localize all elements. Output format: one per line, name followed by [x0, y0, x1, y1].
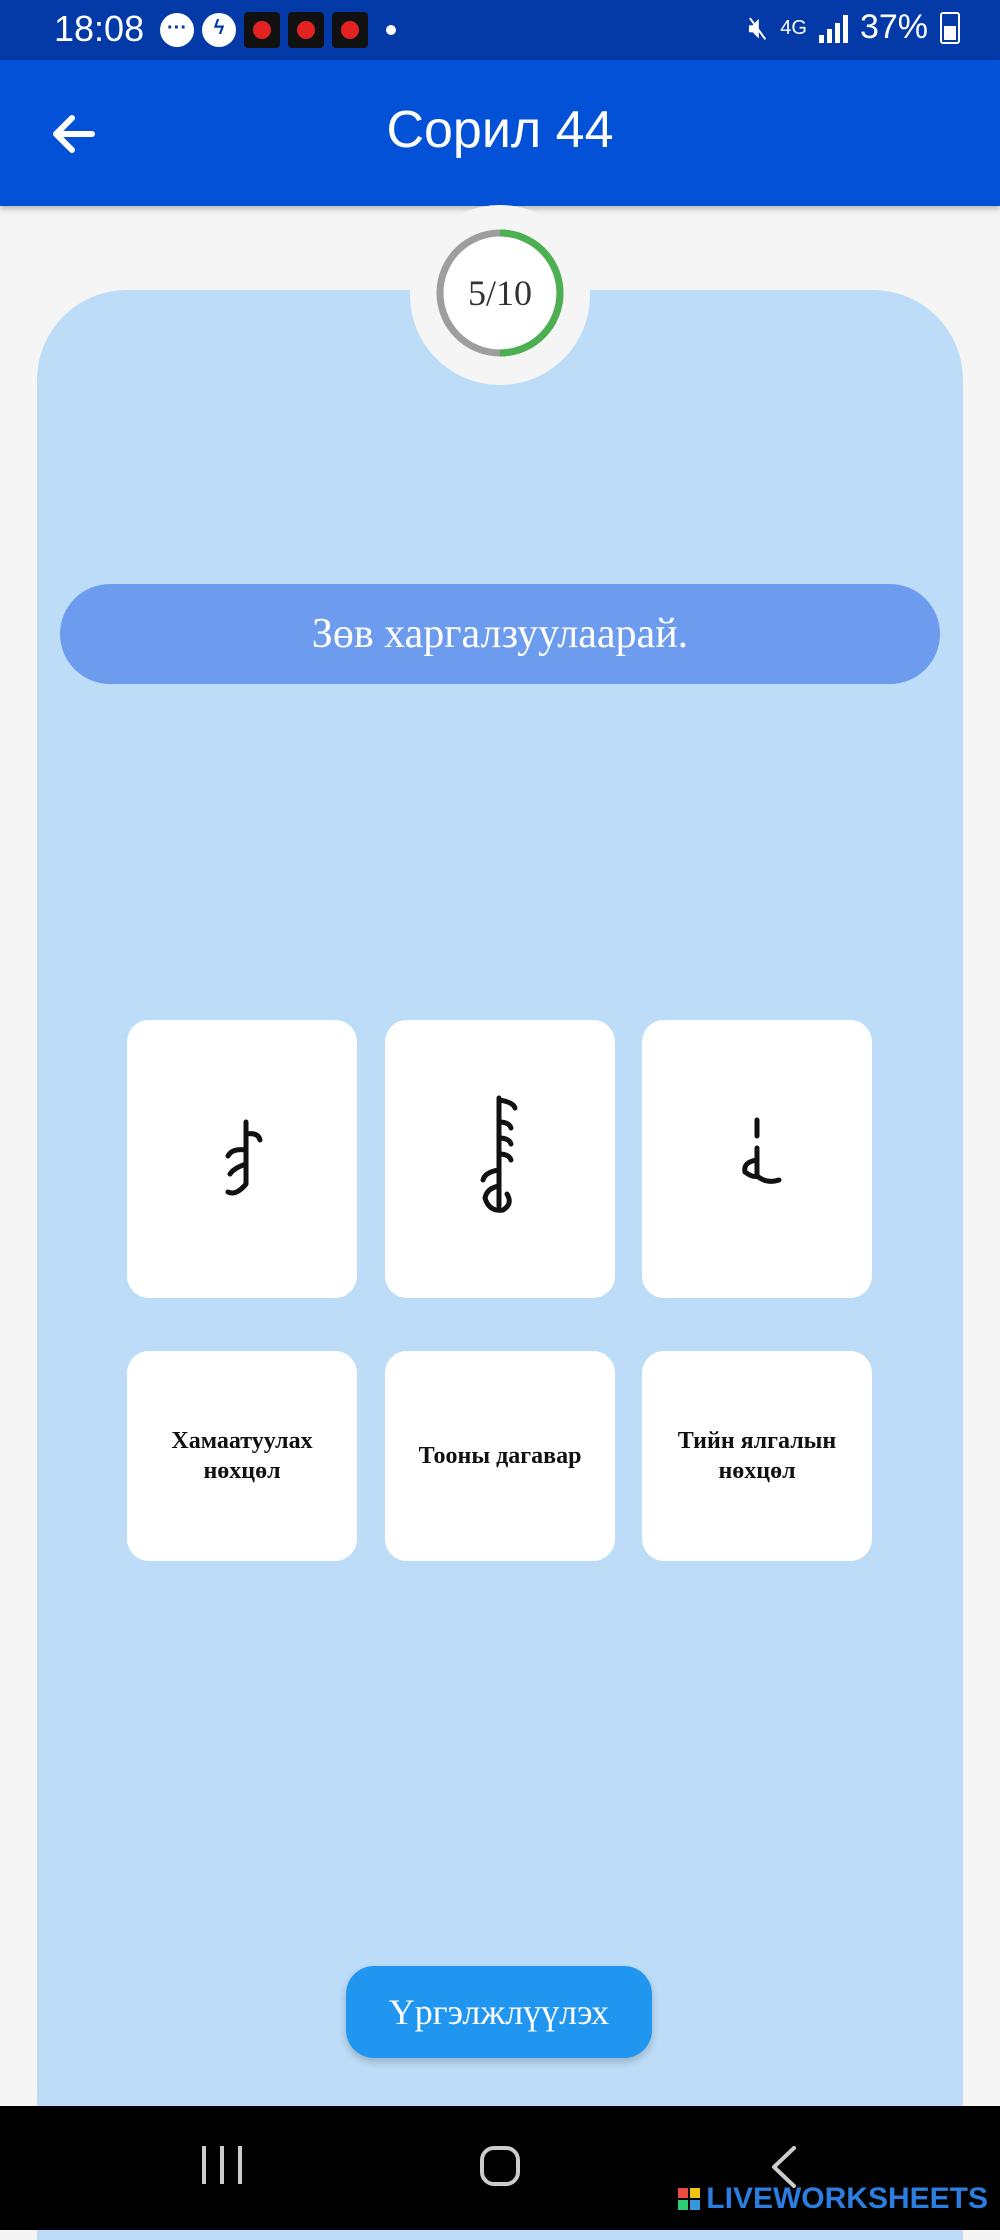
- notification-icons: [160, 12, 396, 48]
- page-title: Сорил 44: [386, 101, 614, 159]
- mongolian-script-glyph: [465, 1094, 535, 1224]
- mongolian-script-glyph: [212, 1114, 272, 1204]
- messenger-icon: ϟ: [202, 13, 236, 47]
- watermark-text: LIVEWORKSHEETS: [706, 2182, 988, 2215]
- label-tile-text: Хамаатуулах нөхцөл: [171, 1428, 313, 1484]
- script-tile-2[interactable]: [385, 1020, 615, 1298]
- system-icons: [748, 8, 960, 47]
- app-bar: [0, 60, 1000, 206]
- watermark: [678, 2182, 988, 2216]
- instruction-banner: Зөв харгалзуулаарай.: [60, 584, 940, 684]
- message-icon: ···: [160, 13, 194, 47]
- label-tile-text: Тооны дагавар: [418, 1443, 582, 1469]
- mongolian-script-glyph: [727, 1114, 787, 1204]
- signal-icon: [819, 13, 848, 43]
- label-tile-1[interactable]: [127, 1351, 357, 1561]
- label-tile-2[interactable]: [385, 1351, 615, 1561]
- app-notification-icon: [288, 12, 324, 48]
- label-tile-3[interactable]: [642, 1351, 872, 1561]
- continue-button[interactable]: Үргэлжлүүлэх: [346, 1966, 652, 2058]
- system-nav-bar: [0, 2106, 1000, 2230]
- network-type-icon: 4G: [780, 16, 807, 39]
- battery-percent: 37%: [859, 8, 928, 46]
- label-tile-text: Тийн ялгалын нөхцөл: [677, 1428, 837, 1484]
- app-notification-icon: [332, 12, 368, 48]
- liveworksheets-logo-icon: [678, 2188, 700, 2210]
- recent-apps-button[interactable]: [202, 2146, 242, 2184]
- more-notifications-icon: [386, 25, 396, 35]
- status-time: 18:08: [54, 8, 145, 49]
- battery-icon: [940, 12, 960, 44]
- status-bar: [0, 0, 1000, 60]
- script-tile-3[interactable]: [642, 1020, 872, 1298]
- progress-text: 5/10: [467, 273, 532, 313]
- script-tile-1[interactable]: [127, 1020, 357, 1298]
- mute-icon: 🔇︎: [748, 8, 769, 45]
- app-notification-icon: [244, 12, 280, 48]
- home-button[interactable]: [480, 2146, 520, 2186]
